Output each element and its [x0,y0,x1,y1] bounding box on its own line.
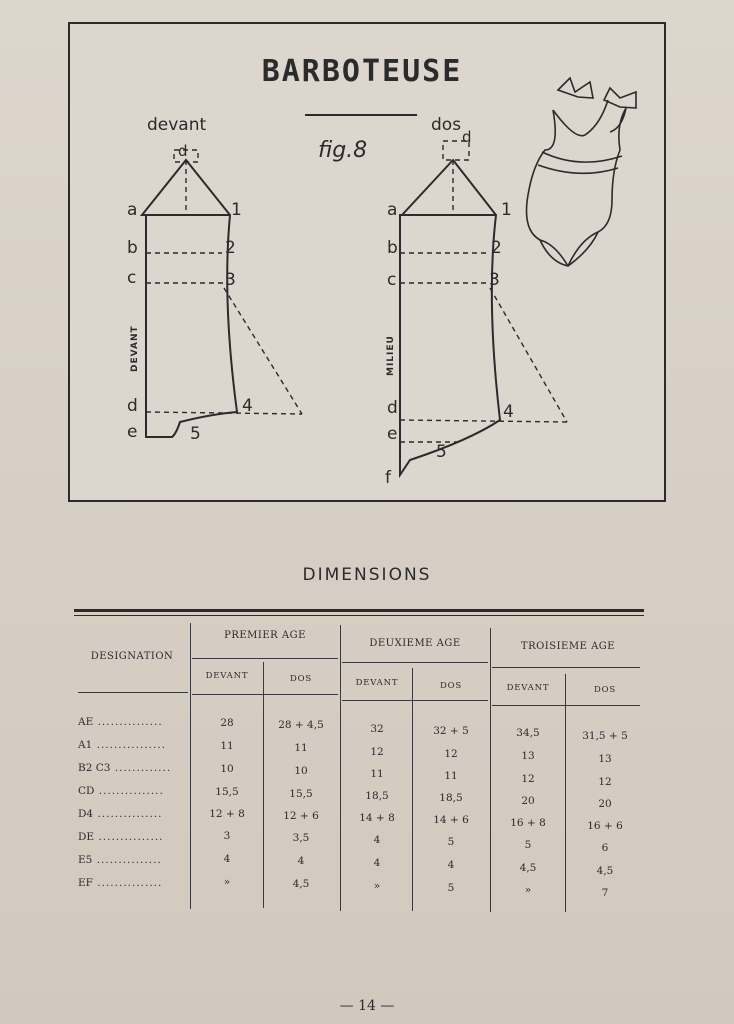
value-cell: 11 [220,740,234,752]
value-cell: 34,5 [516,727,540,739]
value-cell: 12 [521,773,535,785]
value-cell: » [524,884,532,896]
figure-number: fig.8 [318,138,368,163]
group-header-deuxieme: DEUXIEME AGE [369,638,461,649]
front-point-c: c [127,268,137,288]
group-header-premier: PREMIER AGE [224,630,306,641]
value-cell: 20 [521,795,535,807]
col-divider-3 [340,625,341,911]
header-rule-1 [192,694,338,695]
value-cell: » [373,880,381,892]
back-point-2: 2 [491,238,502,258]
group-rule-1 [192,658,338,659]
back-outline [400,160,500,475]
back-point-a: a [387,200,398,220]
designation-a1: A1 ................ [78,739,167,751]
designation-b2c3: B2 C3 ............. [78,762,172,774]
romper-sketch [527,78,637,266]
value-cell: 4,5 [519,862,537,874]
value-cell: 12 + 6 [283,810,319,822]
designation-de: DE ............... [78,831,164,843]
designation-header: DESIGNATION [90,651,174,662]
front-point-4: 4 [242,396,253,416]
value-cell: 13 [521,750,535,762]
table-top-rule-thin [74,615,644,616]
subheader-troisieme-devant: DEVANT [506,683,550,693]
value-cell: 31,5 + 5 [582,730,628,742]
value-cell: 11 [370,768,384,780]
col-divider-4 [412,668,413,911]
group-rule-2 [342,662,488,663]
group-rule-3 [492,667,640,668]
back-heading: dos [431,115,462,135]
dimensions-title: DIMENSIONS [302,565,432,585]
col-divider-1 [190,623,191,909]
front-point-a: a [127,200,138,220]
designation-d4: D4 ............... [78,808,163,820]
group-header-troisieme: TROISIEME AGE [520,641,616,652]
value-cell: 32 + 5 [433,725,469,737]
header-rule-des [78,692,188,693]
value-cell: 5 [524,839,532,851]
designation-e5: E5 ............... [78,854,162,866]
value-cell: 12 [598,776,612,788]
value-cell: 10 [220,763,234,775]
value-cell: 11 [444,770,458,782]
front-outline [142,160,237,437]
front-point-1: 1 [231,200,242,220]
front-point-3: 3 [225,270,236,290]
value-cell: 4 [223,853,231,865]
back-point-1: 1 [501,200,512,220]
front-point-b: b [127,238,138,258]
value-cell: 3 [223,830,231,842]
front-point-d: d [127,396,138,416]
value-cell: 16 + 6 [587,820,623,832]
value-cell: 4 [373,857,381,869]
subheader-troisieme-dos: DOS [593,685,616,695]
figure-title: BARBOTEUSE [261,54,463,89]
value-cell: 15,5 [215,786,239,798]
back-point-d: d [387,398,398,418]
value-cell: 14 + 6 [433,814,469,826]
value-cell: 12 [444,748,458,760]
value-cell: 20 [598,798,612,810]
value-cell: 18,5 [439,792,463,804]
value-cell: 4 [373,834,381,846]
value-cell: 28 + 4,5 [278,719,324,731]
front-point-2: 2 [225,238,236,258]
back-point-3: 3 [489,270,500,290]
value-cell: 15,5 [289,788,313,800]
front-point-e: e [127,422,138,442]
value-cell: 5 [447,882,455,894]
value-cell: 12 [370,746,384,758]
value-cell: 32 [370,723,384,735]
back-side-label: MILIEU [386,335,396,376]
designation-ef: EF ............... [78,877,163,889]
subheader-deuxieme-dos: DOS [439,681,462,691]
value-cell: 4,5 [596,865,614,877]
back-point-e: e [387,424,398,444]
designation-ae: AE ............... [78,716,163,728]
back-top-point: d [462,128,472,146]
page-number: — 14 — [339,998,395,1014]
subheader-deuxieme-devant: DEVANT [355,678,399,688]
value-cell: 4 [447,859,455,871]
value-cell: 7 [601,887,609,899]
value-cell: 6 [601,842,609,854]
front-side-label: DEVANT [130,325,140,372]
back-point-c: c [387,270,397,290]
value-cell: 16 + 8 [510,817,546,829]
front-top-point: d [178,142,188,160]
back-point-b: b [387,238,398,258]
front-heading: devant [147,115,207,135]
value-cell: 3,5 [292,832,310,844]
value-cell: 11 [294,742,308,754]
value-cell: 28 [220,717,234,729]
back-point-f: f [385,468,391,488]
value-cell: » [223,876,231,888]
col-divider-5 [490,628,491,912]
back-point-5: 5 [436,442,447,462]
header-rule-2 [342,700,488,701]
value-cell: 14 + 8 [359,812,395,824]
value-cell: 4 [297,855,305,867]
back-point-4: 4 [503,402,514,422]
value-cell: 13 [598,753,612,765]
value-cell: 5 [447,836,455,848]
header-rule-3 [492,705,640,706]
table-top-rule [74,609,644,612]
designation-cd: CD ............... [78,785,164,797]
col-divider-2 [263,662,264,908]
value-cell: 12 + 8 [209,808,245,820]
value-cell: 4,5 [292,878,310,890]
subheader-premier-dos: DOS [289,674,312,684]
front-point-5: 5 [190,424,201,444]
subheader-premier-devant: DEVANT [205,671,249,681]
value-cell: 10 [294,765,308,777]
value-cell: 18,5 [365,790,389,802]
